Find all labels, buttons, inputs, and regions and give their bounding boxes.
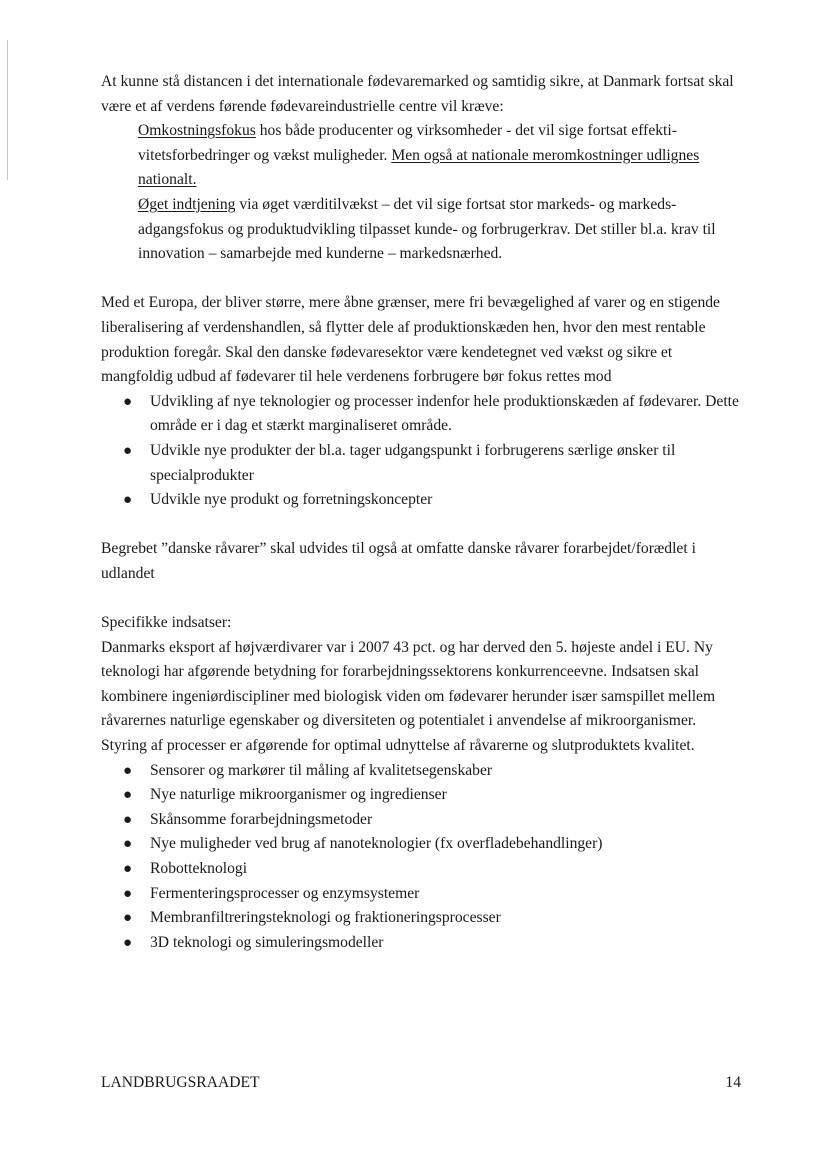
bullet-icon: ● [123, 787, 133, 804]
requirement-earnings [138, 193, 741, 267]
list-item: ● Membranfiltreringsteknologi og fraktioneringsprocesser [150, 906, 741, 931]
page-footer [101, 1074, 741, 1092]
footer-organization: LANDBRUGSRAADET [101, 1074, 260, 1091]
bullet-icon: ● [123, 442, 133, 459]
bullet-icon: ● [123, 861, 133, 877]
bullet-icon: ● [123, 885, 133, 902]
bullet-icon: ● [123, 492, 133, 509]
list-item: ● Skånsomme forarbejdningsmetoder [150, 808, 741, 833]
bullet-icon: ● [123, 393, 133, 410]
requirements-block [101, 119, 741, 267]
list-item: ● 3D teknologi og simuleringsmodeller [150, 931, 741, 956]
list-item: ● Nye naturlige mikroorganismer og ingredienser [150, 783, 741, 808]
requirement-body: via øget værditilvækst – det vil sige fortsat stor markeds- og markedsadgangsfokus og produktudvikling tilpasset kunde- og forbrugerkrav. Det stiller bl.a. krav til innovation – samarbejde med kunderne – markedsnærhed. [138, 195, 716, 263]
requirement-tail: Men også at nationale meromkostninger udlignes nationalt. [138, 146, 700, 189]
list-item: ● Udvikle nye produkt og forretningskoncepter [150, 488, 741, 513]
page-number: 14 [725, 1074, 741, 1091]
europe-paragraph: Med et Europa, der bliver større, mere åbne grænser, mere fri bevægelighed af varer og en stigende liberalisering af verdenshandlen, så flytter dele af produktionskæden hen, hvor den mest rentable produktion foregår. Skal den danske fødevaresektor være kendetegnet ved vækst og sikre et mangfoldig udbud af fødevarer til hele verdenens forbrugere bør fokus rettes mod [101, 294, 720, 386]
europe-bullet-list [101, 390, 741, 513]
requirement-cost-focus [138, 119, 741, 193]
bullet-icon: ● [123, 811, 133, 828]
document-body [101, 70, 741, 955]
list-item: ● Fermenteringsprocesser og enzymsystemer [150, 882, 741, 907]
bullet-icon: ● [123, 934, 133, 951]
list-item: ● Udvikling af nye teknologier og processer indenfor hele produktionskæden af fødevarer. Dette område er i dag et stærkt marginaliseret område. [150, 390, 741, 439]
intro-paragraph: At kunne stå distancen i det internationale fødevaremarked og samtidig sikre, at Danmark fortsat skal være et af verdens førende fødevareindustrielle centre vil kræve: [101, 73, 734, 115]
bullet-icon: ● [123, 762, 133, 779]
scan-edge-line [7, 40, 8, 180]
specific-heading: Specifikke indsatser: [101, 614, 232, 632]
bullet-icon: ● [123, 836, 133, 853]
requirement-lead: Øget indtjening [138, 195, 236, 213]
requirement-lead: Omkostningsfokus [138, 122, 256, 140]
list-item: ● Robotteknologi [150, 857, 741, 882]
list-item: ● Udvikle nye produkter der bl.a. tager udgangspunkt i forbrugerens særlige ønsker til specialprodukter [150, 439, 741, 488]
list-item: ● Sensorer og markører til måling af kvalitetsegenskaber [150, 759, 741, 784]
specific-paragraph: Danmarks eksport af højværdivarer var i 2007 43 pct. og har derved den 5. højeste andel i EU. Ny teknologi har afgørende betydning for forarbejdningssektorens konkurrenceevne. Indsatsen skal kombinere ingeniørdiscipliner med biologisk viden om fødevarer herunder især samspillet mellem råvarernes naturlige egenskaber og diversiteten og potentialet i anvendelse af mikroorganismer. Styring af processer er afgørende for optimal udnyttelse af råvarerne og slutproduktets kvalitet. [101, 638, 716, 755]
raw-materials-paragraph: Begrebet ”danske råvarer” skal udvides til også at omfatte danske råvarer forarbejdet/forædlet i udlandet [101, 540, 696, 582]
list-item: ● Nye muligheder ved brug af nanoteknologier (fx overfladebehandlinger) [150, 832, 741, 857]
requirement-body: hos både producenter og virksomheder - det vil sige fortsat effektivitetsforbedringer og vækst muligheder. [138, 122, 677, 164]
bullet-icon: ● [123, 910, 133, 927]
specific-bullet-list [101, 759, 741, 956]
